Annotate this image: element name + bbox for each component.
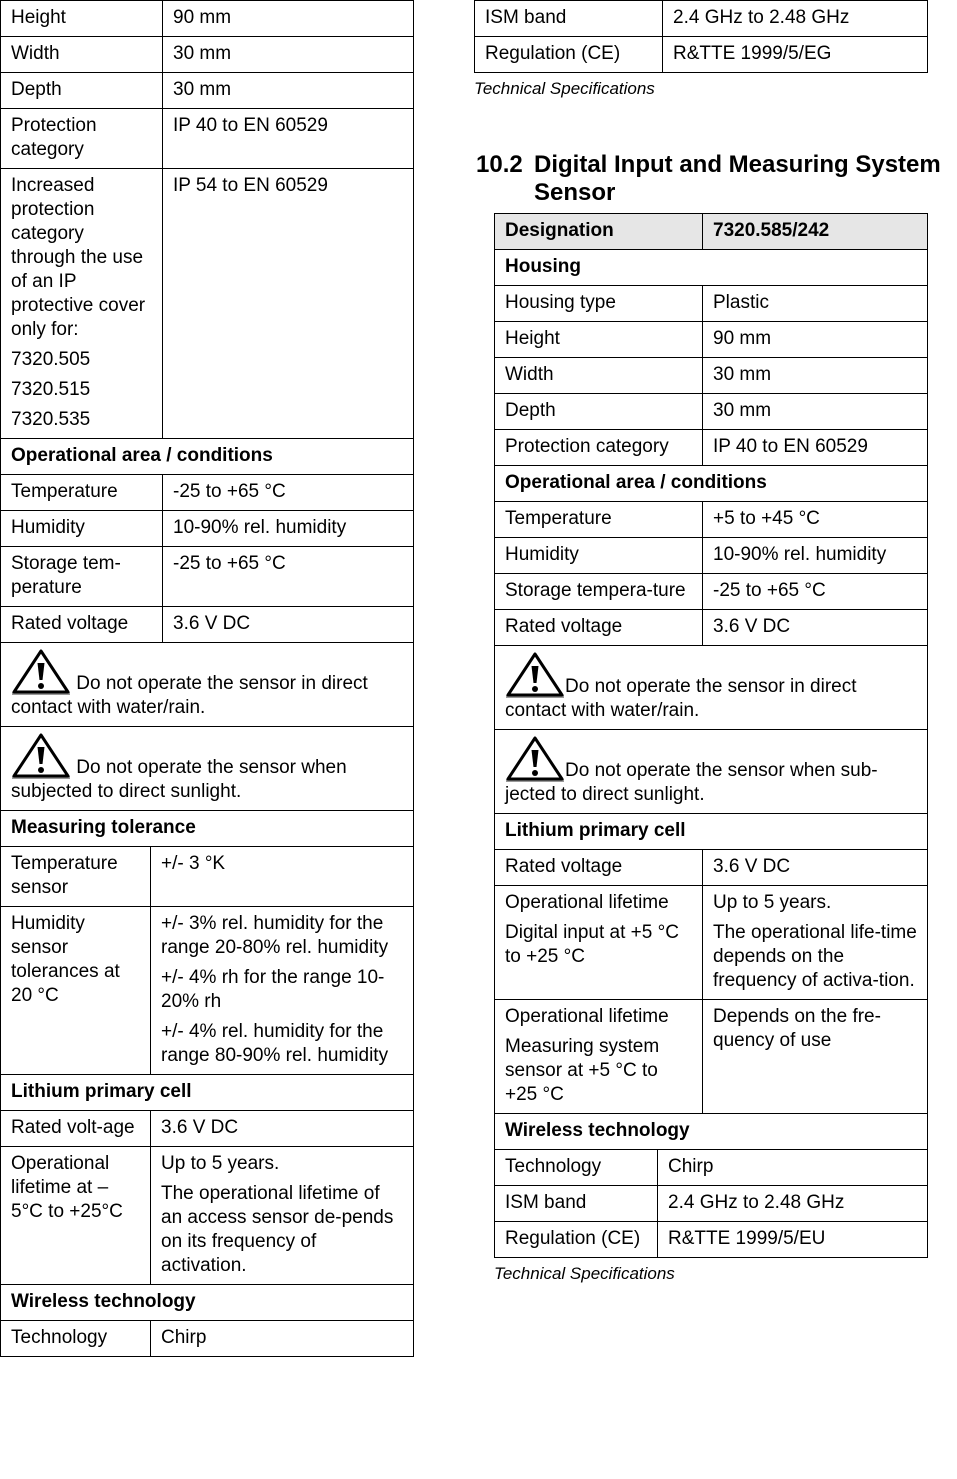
- spec-value-line: Up to 5 years.: [161, 1153, 280, 1174]
- section-heading: Housing: [495, 250, 928, 286]
- spec-value: 2.4 GHz to 2.48 GHz: [663, 1, 928, 37]
- spec-value: -25 to +65 °C: [163, 547, 414, 607]
- table-row: [475, 1, 928, 37]
- header-value: 7320.585/242: [703, 214, 928, 250]
- spec-label: Rated voltage: [495, 610, 703, 646]
- spec-value: [151, 1147, 414, 1285]
- section-heading-row: [1, 1285, 414, 1321]
- warning-text: Do not operate the sensor in direct contact with water/rain.: [11, 673, 368, 718]
- section-heading: Lithium primary cell: [495, 814, 928, 850]
- spec-value: 3.6 V DC: [163, 607, 414, 643]
- spec-value-line: The operational lifetime of an access sensor de-pends on its frequency of activation.: [161, 1183, 394, 1276]
- table-row: [1, 907, 414, 1075]
- spec-value: [703, 1000, 928, 1114]
- spec-value: 2.4 GHz to 2.48 GHz: [658, 1186, 928, 1222]
- spec-value: 3.6 V DC: [703, 850, 928, 886]
- header-label: Designation: [495, 214, 703, 250]
- spec-label: Rated voltage: [1, 607, 163, 643]
- spec-value: [151, 1111, 414, 1147]
- spec-value: 3.6 V DC: [703, 610, 928, 646]
- table-row: [1, 73, 414, 109]
- spec-value: R&TTE 1999/5/EU: [658, 1222, 928, 1258]
- table-row: [1, 37, 414, 73]
- table-row: [1, 1111, 414, 1147]
- table-row: [495, 358, 928, 394]
- table-row: [1, 475, 414, 511]
- section-heading-row: [495, 814, 928, 850]
- left-tolerance-table: [0, 810, 414, 1357]
- spec-value-line: +/- 3% rel. humidity for the range 20-80% rel. humidity: [161, 913, 389, 958]
- spec-label: Rated voltage: [495, 850, 703, 886]
- section-title: [476, 151, 957, 207]
- table-row: [1, 169, 414, 439]
- section-heading: Wireless technology: [1, 1285, 414, 1321]
- spec-value: 30 mm: [703, 394, 928, 430]
- right-column: [474, 0, 957, 1284]
- warning-icon: [505, 735, 565, 783]
- table-row: [495, 1000, 928, 1114]
- table-row: [495, 322, 928, 358]
- table-row: [495, 1186, 928, 1222]
- warning-cell: [495, 646, 928, 730]
- spec-value: [151, 907, 414, 1075]
- spec-label: Depth: [1, 73, 163, 109]
- table-row: [1, 607, 414, 643]
- spec-value: +5 to +45 °C: [703, 502, 928, 538]
- right-top-table: [474, 0, 928, 73]
- spec-label: [495, 886, 703, 1000]
- warning-text: Do not operate the sensor in direct contact with water/rain.: [505, 676, 857, 721]
- spec-label: Humidity: [495, 538, 703, 574]
- spec-label: Humidity: [1, 511, 163, 547]
- spec-label: Temperature: [1, 475, 163, 511]
- spec-label: ISM band: [495, 1186, 658, 1222]
- spec-label: Storage tempera-ture: [495, 574, 703, 610]
- spec-label: Temperature: [495, 502, 703, 538]
- table-row: [495, 394, 928, 430]
- spec-label-line: Operational lifetime: [505, 892, 669, 913]
- spec-value-line: Up to 5 years.: [713, 892, 832, 913]
- spec-value: 90 mm: [163, 1, 414, 37]
- warning-text: Do not operate the sensor when sub-jected to direct sunlight.: [505, 760, 878, 805]
- section-heading-row: [1, 811, 414, 847]
- spec-value: 30 mm: [163, 37, 414, 73]
- table-row: [495, 850, 928, 886]
- warning-cell: [495, 730, 928, 814]
- spec-value: [151, 847, 414, 907]
- warning-icon: [505, 651, 565, 699]
- left-conditions-table: [0, 438, 414, 811]
- spec-label: Storage tem-perature: [1, 547, 163, 607]
- warning-icon: [11, 732, 71, 780]
- table-caption: Technical Specifications: [474, 79, 655, 98]
- spec-value-line: The operational life-time depends on the frequency of activa-tion.: [713, 922, 917, 991]
- spec-label: Protection category: [1, 109, 163, 169]
- spec-label: Depth: [495, 394, 703, 430]
- spec-label: Width: [1, 37, 163, 73]
- section-heading-row: [1, 1075, 414, 1111]
- table-caption: Technical Specifications: [494, 1264, 675, 1283]
- warning-cell: [1, 727, 414, 811]
- table-row: [495, 502, 928, 538]
- spec-value: R&TTE 1999/5/EG: [663, 37, 928, 73]
- warning-row: [1, 643, 414, 727]
- warning-row: [495, 646, 928, 730]
- table-row: [495, 1222, 928, 1258]
- spec-label: Regulation (CE): [495, 1222, 658, 1258]
- section-heading-row: [495, 250, 928, 286]
- spec-label-line: Operational lifetime: [505, 1006, 669, 1027]
- spec-value: Chirp: [151, 1321, 414, 1357]
- article-number: 7320.515: [11, 379, 91, 400]
- spec-label: Technology: [1, 1321, 151, 1357]
- spec-value: [703, 886, 928, 1000]
- increased-protection-text: Increased protection category through the use of an IP protective cover only for:: [11, 175, 146, 340]
- right-spec-table: [494, 213, 928, 1114]
- spec-value-line: +/- 4% rel. humidity for the range 80-90% rel. humidity: [161, 1021, 389, 1066]
- spec-value: Chirp: [658, 1150, 928, 1186]
- table-row: [1, 1, 414, 37]
- spec-label: Operational lifetime at –5°C to +25°C: [1, 1147, 151, 1285]
- spec-label: Housing type: [495, 286, 703, 322]
- spec-value: IP 40 to EN 60529: [703, 430, 928, 466]
- warning-row: [1, 727, 414, 811]
- article-number: 7320.505: [11, 349, 91, 370]
- spec-label: Height: [495, 322, 703, 358]
- table-header-row: [495, 214, 928, 250]
- section-heading: Wireless technology: [495, 1114, 928, 1150]
- spec-label: ISM band: [475, 1, 663, 37]
- warning-row: [495, 730, 928, 814]
- spec-value: 30 mm: [703, 358, 928, 394]
- spec-value-line: +/- 3 °K: [161, 853, 226, 874]
- spec-value: 30 mm: [163, 73, 414, 109]
- article-number: 7320.535: [11, 409, 91, 430]
- table-row: [495, 430, 928, 466]
- section-heading-row: [495, 1114, 928, 1150]
- section-heading-row: [495, 466, 928, 502]
- table-row: [495, 286, 928, 322]
- section-heading: Lithium primary cell: [1, 1075, 414, 1111]
- table-row: [495, 574, 928, 610]
- warning-cell: [1, 643, 414, 727]
- spec-value-line: 3.6 V DC: [161, 1117, 239, 1138]
- section-number: 10.2: [476, 151, 523, 178]
- table-row: [495, 538, 928, 574]
- table-row: [1, 1321, 414, 1357]
- section-heading: Measuring tolerance: [1, 811, 414, 847]
- spec-value-line: +/- 4% rh for the range 10-20% rh: [161, 967, 385, 1012]
- spec-label: Temperature sensor: [1, 847, 151, 907]
- spec-value: Plastic: [703, 286, 928, 322]
- spec-label: [1, 169, 163, 439]
- spec-value: 90 mm: [703, 322, 928, 358]
- spec-value: 10-90% rel. humidity: [703, 538, 928, 574]
- table-row: [1, 511, 414, 547]
- spec-value: -25 to +65 °C: [163, 475, 414, 511]
- table-row: [495, 610, 928, 646]
- section-heading-row: [1, 439, 414, 475]
- table-row: [1, 847, 414, 907]
- table-row: [1, 547, 414, 607]
- warning-icon: [11, 648, 71, 696]
- spec-label: Technology: [495, 1150, 658, 1186]
- spec-label: Width: [495, 358, 703, 394]
- spec-value: 10-90% rel. humidity: [163, 511, 414, 547]
- table-row: [1, 109, 414, 169]
- warning-text: Do not operate the sensor when subjected to direct sunlight.: [11, 757, 347, 802]
- left-spec-table: [0, 0, 414, 439]
- section-heading: Operational area / conditions: [495, 466, 928, 502]
- spec-value-line: Depends on the fre-quency of use: [713, 1006, 881, 1051]
- spec-label: Height: [1, 1, 163, 37]
- table-row: [475, 37, 928, 73]
- spec-label: Protection category: [495, 430, 703, 466]
- spec-label: Rated volt-age: [1, 1111, 151, 1147]
- spec-label-line: Digital input at +5 °C to +25 °C: [505, 922, 679, 967]
- spec-label: [495, 1000, 703, 1114]
- spec-value: -25 to +65 °C: [703, 574, 928, 610]
- table-row: [495, 1150, 928, 1186]
- left-column: [0, 0, 414, 1357]
- spec-label: Humidity sensor tolerances at 20 °C: [1, 907, 151, 1075]
- spec-value: IP 40 to EN 60529: [163, 109, 414, 169]
- spec-value: IP 54 to EN 60529: [163, 169, 414, 439]
- table-row: [495, 886, 928, 1000]
- section-heading: Operational area / conditions: [1, 439, 414, 475]
- table-row: [1, 1147, 414, 1285]
- right-table-wrap: [494, 213, 928, 1284]
- section-title-text: Digital Input and Measuring System Sensor: [534, 151, 941, 206]
- right-wireless-table: [494, 1113, 928, 1258]
- spec-label: Regulation (CE): [475, 37, 663, 73]
- spec-label-line: Measuring system sensor at +5 °C to +25 °C: [505, 1036, 660, 1105]
